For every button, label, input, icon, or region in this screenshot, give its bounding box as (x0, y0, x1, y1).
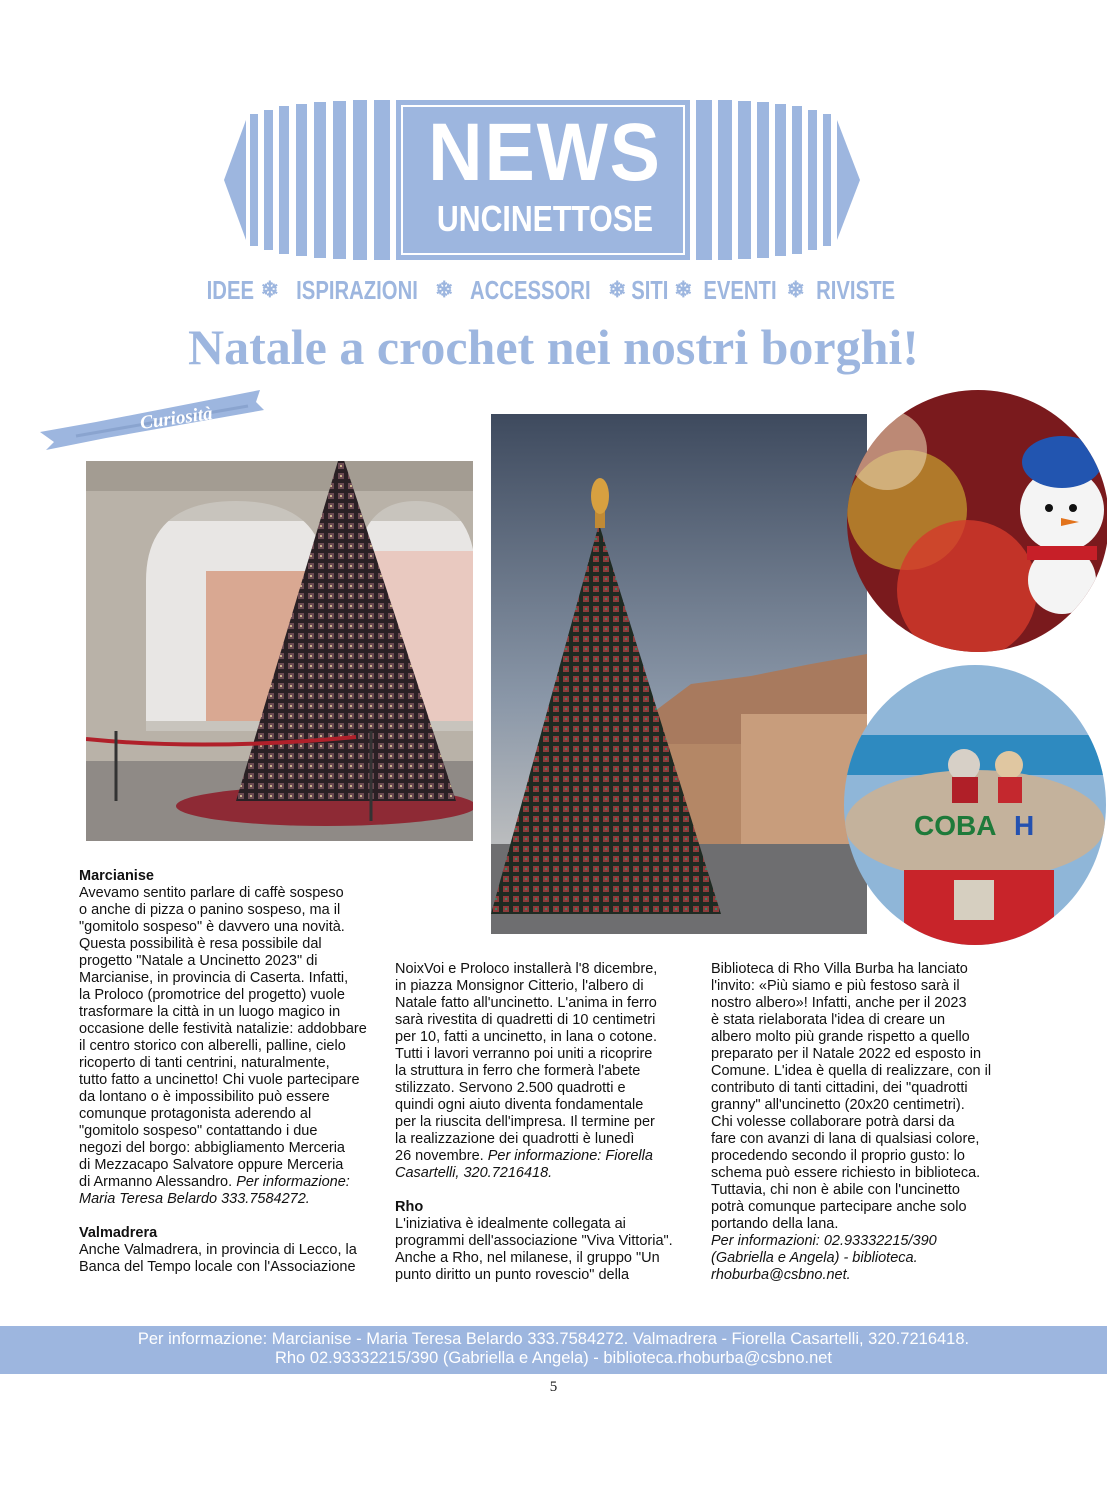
section-heading: Rho (395, 1199, 424, 1215)
paragraph-line: Biblioteca di Rho Villa Burba ha lanciato (711, 961, 968, 977)
paragraph-line: punto diritto un punto rovescio" della (395, 1267, 630, 1283)
paragraph-line: "gomitolo sospeso" contattando i due (79, 1123, 318, 1139)
paragraph-line: il centro storico con alberelli, palline, cielo (79, 1038, 346, 1054)
paragraph-line: schema può essere richiesto in biblioteca. (711, 1165, 981, 1181)
snowflake-icon: ❄ (260, 277, 280, 302)
crochet-tree-piazza-photo (491, 414, 867, 934)
category-label: SITI (631, 274, 669, 305)
snowflake-icon: ❄ (608, 277, 627, 302)
paragraph-line: quindi ogni aiuto diventa fondamentale (395, 1097, 644, 1113)
curiosita-badge (36, 380, 266, 460)
paragraph-line: Avevamo sentito parlare di caffè sospeso (79, 885, 344, 901)
masthead-news: NEWS (428, 107, 662, 198)
paragraph-line: trasformare la città in un luogo magico in (79, 1004, 341, 1020)
paragraph-line: la Proloco (promotrice del progetto) vuole (79, 987, 345, 1003)
category-label: EVENTI (702, 274, 777, 305)
svg-text:H: H (1014, 810, 1035, 841)
paragraph-line: Questa possibilità è resa possibile dal (79, 936, 322, 952)
paragraph-line: Tuttavia, chi non è abile con l'uncinetto (711, 1182, 960, 1198)
paragraph-line: procedendo secondo il proprio gusto: lo (711, 1148, 965, 1164)
paragraph-line: ricoperto di tanti centrini, naturalmente, (79, 1055, 330, 1071)
paragraph-line: stilizzato. Servono 2.500 quadrotti e (395, 1080, 626, 1096)
svg-text:COBA: COBA (914, 810, 997, 841)
paragraph-line: albero molto più grande rispetto a quello (711, 1029, 970, 1045)
paragraph-line: programmi dell'associazione "Viva Vittoria". (395, 1233, 673, 1249)
paragraph-line: Chi volesse collaborare potrà darsi da (711, 1114, 955, 1130)
crochet-mailbox-cover-photo (844, 665, 1106, 945)
paragraph-line: Comune. L'idea è quella di realizzare, con il (711, 1063, 992, 1079)
spacer (395, 1182, 685, 1199)
paragraph-line: granny" all'uncinetto (20x20 centimetri). (711, 1097, 965, 1113)
paragraph-line: Natale fatto all'uncinetto. L'anima in ferro (395, 995, 657, 1011)
paragraph-line (395, 1148, 685, 1165)
paragraph-line: tutto fatto a uncinetto! Chi vuole partecipare (79, 1072, 360, 1088)
section-heading: Valmadrera (79, 1225, 158, 1241)
info-text: (Gabriella e Angela) - biblioteca. (711, 1250, 918, 1266)
paragraph-line: per la riuscita dell'impresa. Il termine per (395, 1114, 655, 1130)
masthead-subtitle: UNCINETTOSE (436, 198, 654, 239)
category-label: ISPIRAZIONI (296, 274, 418, 305)
paragraph-line: nostro albero»! Infatti, anche per il 2023 (711, 995, 967, 1011)
paragraph-line: Anche a Rho, nel milanese, il gruppo "Un (395, 1250, 660, 1266)
paragraph-line: in piazza Monsignor Citterio, l'albero di (395, 978, 644, 994)
info-text: Maria Teresa Belardo 333.7584272. (79, 1191, 310, 1207)
paragraph-line: per 10, fatti a uncinetto, in lana o cotone. (395, 1029, 657, 1045)
paragraph-line: da lontano o è impossibilito può essere (79, 1089, 330, 1105)
paragraph-line: Banca del Tempo locale con l'Associazione (79, 1259, 356, 1275)
paragraph-text: di Armanno Alessandro. (79, 1174, 237, 1190)
column-2 (395, 961, 685, 1284)
paragraph-line: NoixVoi e Proloco installerà l'8 dicembre, (395, 961, 658, 977)
page-number: 5 (549, 1379, 558, 1395)
paragraph-line (79, 1174, 369, 1191)
snowflake-icon: ❄ (435, 277, 454, 302)
paragraph-line: la realizzazione dei quadrotti è lunedì (395, 1131, 635, 1147)
article-title: Natale a crochet nei nostri borghi! (188, 319, 919, 375)
info-text: Per informazione: (236, 1174, 350, 1190)
masthead-logo (224, 100, 860, 260)
paragraph-line: L'iniziativa è idealmente collegata ai (395, 1216, 626, 1232)
paragraph-text: 26 novembre. (395, 1148, 488, 1164)
paragraph-line: l'invito: «Più siamo e più festoso sarà il (711, 978, 960, 994)
paragraph-line: Tutti i lavori verranno poi uniti a ricoprire (395, 1046, 653, 1062)
info-text: Casartelli, 320.7216418. (395, 1165, 553, 1181)
contact-footer (0, 1326, 1107, 1374)
category-label: IDEE (206, 274, 254, 305)
paragraph-line: di Mezzacapo Salvatore oppure Merceria (79, 1157, 344, 1173)
crochet-snowman-ornament-photo (847, 390, 1107, 652)
paragraph-line: contributo di tanti cittadini, dei "quadrotti (711, 1080, 968, 1096)
paragraph-line: progetto "Natale a Uncinetto 2023" di (79, 953, 318, 969)
paragraph-line: potrà comunque partecipare anche solo (711, 1199, 967, 1215)
snowflake-icon: ❄ (786, 277, 805, 302)
paragraph-line: fare con avanzi di lana di qualsiasi colore, (711, 1131, 980, 1147)
paragraph-line: è stata rielaborata l'idea di creare un (711, 1012, 946, 1028)
category-label: RIVISTE (816, 274, 895, 305)
paragraph-line: comunque protagonista aderendo al (79, 1106, 312, 1122)
paragraph-line: la struttura in ferro che formerà l'abete (395, 1063, 641, 1079)
info-text: Per informazione: Fiorella (487, 1148, 653, 1164)
section-heading: Marcianise (79, 868, 154, 884)
category-label: ACCESSORI (470, 274, 592, 305)
snowflake-icon: ❄ (674, 277, 693, 302)
paragraph-line: preparato per il Natale 2022 ed esposto in (711, 1046, 982, 1062)
crochet-tree-arcade-photo (86, 461, 473, 841)
column-3 (711, 961, 1001, 1284)
footer-line: Per informazione: Marcianise - Maria Teresa Belardo 333.7584272. Valmadrera - Fiorella Casartelli, 320.7216418. (137, 1330, 970, 1348)
paragraph-line: Marcianise, in provincia di Caserta. Infatti, (79, 970, 349, 986)
info-text: Per informazioni: 02.93332215/390 (711, 1233, 937, 1249)
footer-line: Rho 02.93332215/390 (Gabriella e Angela) - biblioteca.rhoburba@csbno.net (274, 1349, 833, 1367)
curiosita-label: Curiosità (138, 403, 214, 434)
paragraph-line: negozi del borgo: abbigliamento Merceria (79, 1140, 345, 1156)
paragraph-line: portando della lana. (711, 1216, 839, 1232)
category-row (190, 272, 916, 308)
paragraph-line: "gomitolo sospeso" è davvero una novità. (79, 919, 345, 935)
info-text: rhoburba@csbno.net. (711, 1267, 851, 1283)
paragraph-line: o anche di pizza o panino sospeso, ma il (79, 902, 341, 918)
spacer (79, 1208, 369, 1225)
paragraph-line: Anche Valmadrera, in provincia di Lecco, la (79, 1242, 357, 1258)
column-1 (79, 868, 369, 1276)
paragraph-line: sarà rivestita di quadretti di 10 centimetri (395, 1012, 656, 1028)
paragraph-line: occasione delle festività natalizie: addobbare (79, 1021, 367, 1037)
